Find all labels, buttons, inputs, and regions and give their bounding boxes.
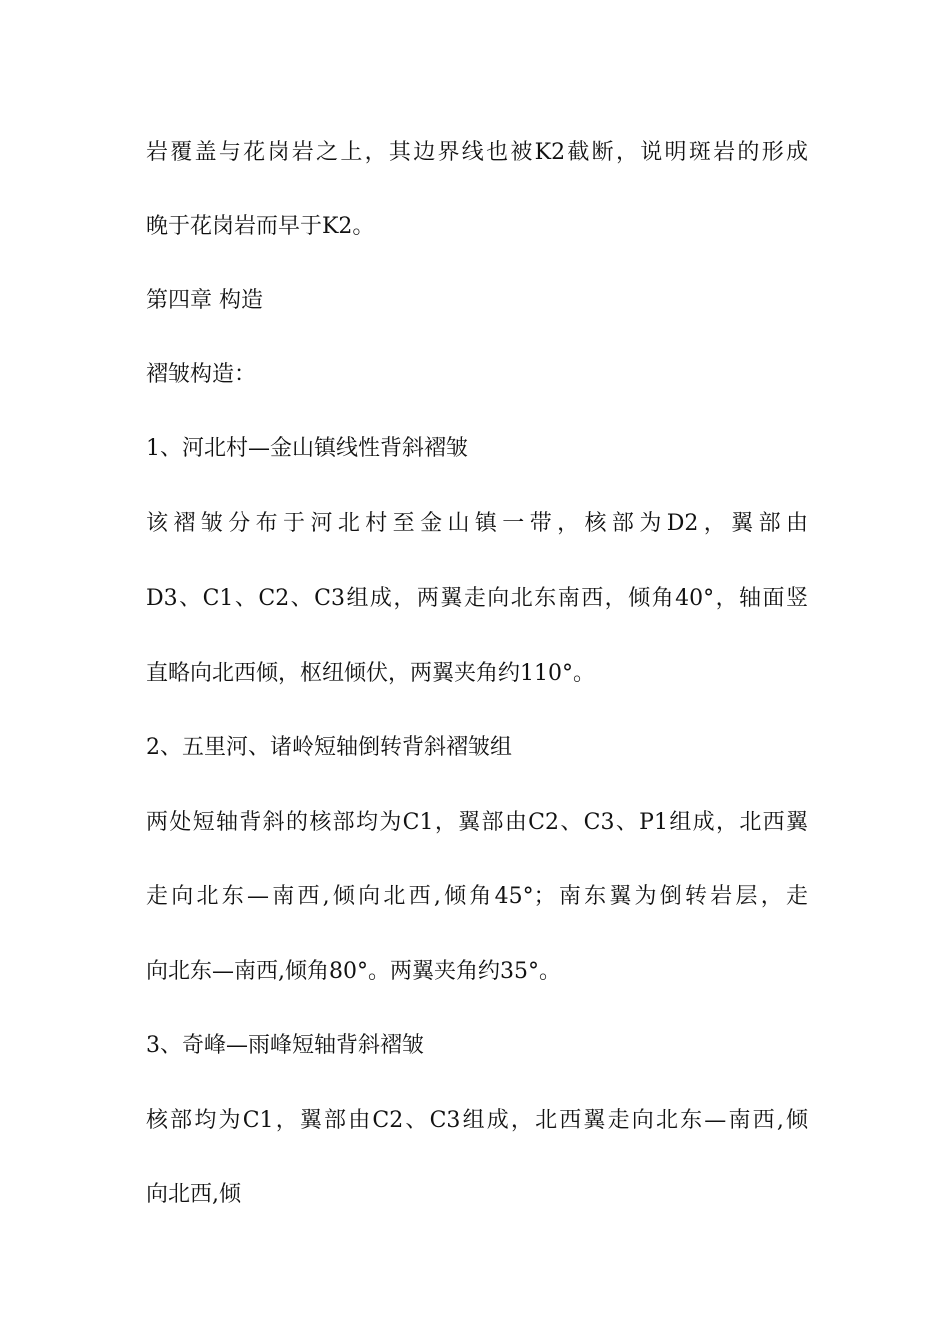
paragraph-line: 向北东—南西,倾角80°。两翼夹角约35°。 (146, 959, 561, 984)
paragraph-line: 直略向北西倾，枢纽倾伏，两翼夹角约110°。 (146, 661, 595, 686)
paragraph-line: 岩覆盖与花岗岩之上，其边界线也被K2截断，说明斑岩的形成 (146, 140, 808, 165)
paragraph-line: 该褶皱分布于河北村至金山镇一带，核部为D2，翼部由 (146, 511, 808, 536)
subsection-heading: 2、五里河、诸岭短轴倒转背斜褶皱组 (146, 735, 512, 760)
paragraph-line: 两处短轴背斜的核部均为C1，翼部由C2、C3、P1组成，北西翼 (146, 810, 808, 835)
paragraph-line: D3、C1、C2、C3组成，两翼走向北东南西，倾角40°，轴面竖 (146, 586, 808, 611)
section-heading: 褶皱构造： (146, 362, 257, 387)
paragraph-line: 走向北东—南西,倾向北西,倾角45°；南东翼为倒转岩层，走 (146, 884, 808, 909)
paragraph-line: 晚于花岗岩而早于K2。 (146, 214, 375, 239)
paragraph-line: 向北西,倾 (146, 1182, 241, 1207)
chapter-heading: 第四章 构造 (146, 288, 263, 313)
subsection-heading: 1、河北村—金山镇线性背斜褶皱 (146, 436, 468, 461)
paragraph-line: 核部均为C1，翼部由C2、C3组成，北西翼走向北东—南西,倾 (146, 1108, 808, 1133)
subsection-heading: 3、奇峰—雨峰短轴背斜褶皱 (146, 1033, 424, 1058)
